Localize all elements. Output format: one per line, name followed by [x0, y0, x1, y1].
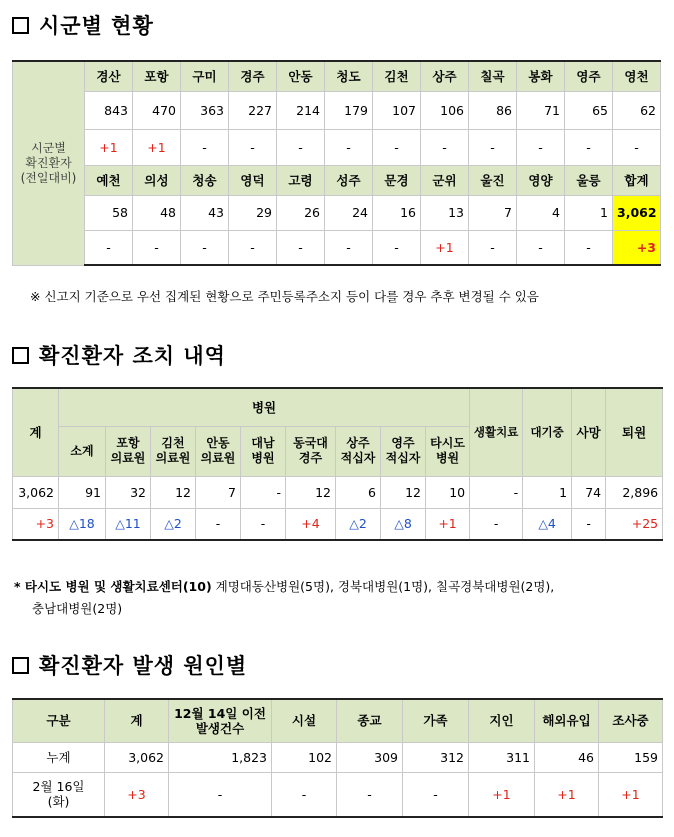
- daily-change-cell: +1: [535, 772, 599, 817]
- treatment-count-cell: 7: [196, 476, 241, 508]
- region-name-cell: 의성: [133, 165, 181, 195]
- section2-note-line2: 충남대병원(2명): [32, 601, 123, 616]
- region-name-cell: 영천: [613, 61, 661, 91]
- region-change-cell: -: [325, 230, 373, 265]
- cause-header-cell: 12월 14일 이전 발생건수: [169, 699, 272, 742]
- treatment-count-cell: 1: [523, 476, 572, 508]
- region-name-cell: 군위: [421, 165, 469, 195]
- region-change-cell: -: [229, 129, 277, 165]
- cause-header-cell: 해외유입: [535, 699, 599, 742]
- region-change-cell: +1: [133, 129, 181, 165]
- treatment-change-cell: -: [572, 508, 606, 540]
- region-count-cell: 1: [565, 195, 613, 230]
- section3-title: [12, 650, 247, 680]
- header-discharge: 퇴원: [606, 388, 663, 476]
- treatment-count-cell: 3,062: [13, 476, 59, 508]
- region-change-cell: -: [229, 230, 277, 265]
- cumulative-count-cell: 312: [403, 742, 469, 772]
- cumulative-count-cell: 1,823: [169, 742, 272, 772]
- cumulative-count-cell: 309: [337, 742, 403, 772]
- region-name-cell: 경주: [229, 61, 277, 91]
- region-count-cell: 71: [517, 91, 565, 129]
- region-name-cell: 고령: [277, 165, 325, 195]
- region-name-cell: 경산: [85, 61, 133, 91]
- checkbox-square-icon: [12, 347, 29, 364]
- region-change-cell: -: [133, 230, 181, 265]
- checkbox-square-icon: [12, 657, 29, 674]
- region-name-cell: 문경: [373, 165, 421, 195]
- region-name-cell: 예천: [85, 165, 133, 195]
- section2-note-bold: * 타시도 병원 및 생활치료센터(10): [14, 579, 212, 594]
- region-change-cell: -: [469, 230, 517, 265]
- infection-cause-table: [12, 698, 663, 818]
- treatment-count-cell: 2,896: [606, 476, 663, 508]
- region-count-cell: 107: [373, 91, 421, 129]
- checkbox-square-icon: [12, 17, 29, 34]
- treatment-change-cell: △11: [106, 508, 151, 540]
- treatment-count-cell: 12: [381, 476, 426, 508]
- region-change-cell: -: [325, 129, 373, 165]
- treatment-change-cell: △8: [381, 508, 426, 540]
- treatment-count-cell: -: [241, 476, 286, 508]
- cause-header-cell: 종교: [337, 699, 403, 742]
- treatment-change-cell: △18: [59, 508, 106, 540]
- cumulative-count-cell: 159: [599, 742, 663, 772]
- region-name-cell: 김천: [373, 61, 421, 91]
- treatment-count-cell: 12: [151, 476, 196, 508]
- region-count-cell: 48: [133, 195, 181, 230]
- region-count-cell: 7: [469, 195, 517, 230]
- region-name-cell: 청도: [325, 61, 373, 91]
- hospital-subheader-cell: 타시도 병원: [426, 426, 470, 476]
- cause-header-cell: 계: [105, 699, 169, 742]
- treatment-change-cell: -: [470, 508, 523, 540]
- hospital-subheader-cell: 영주 적십자: [381, 426, 426, 476]
- cumulative-count-cell: 3,062: [105, 742, 169, 772]
- region-count-cell: 106: [421, 91, 469, 129]
- treatment-count-cell: -: [470, 476, 523, 508]
- region-count-cell: 65: [565, 91, 613, 129]
- region-count-cell: 227: [229, 91, 277, 129]
- treatment-count-cell: 6: [336, 476, 381, 508]
- region-status-table: [12, 60, 661, 266]
- cause-header-cell: 가족: [403, 699, 469, 742]
- daily-change-cell: -: [272, 772, 337, 817]
- row-label-cell: 시군별 확진환자 (전일대비): [13, 61, 85, 265]
- treatment-count-cell: 32: [106, 476, 151, 508]
- daily-change-cell: +3: [105, 772, 169, 817]
- hospital-subheader-cell: 소계: [59, 426, 106, 476]
- region-change-cell: -: [469, 129, 517, 165]
- region-change-cell: +1: [85, 129, 133, 165]
- cause-header-cell: 시설: [272, 699, 337, 742]
- region-change-cell: -: [277, 230, 325, 265]
- region-count-cell: 214: [277, 91, 325, 129]
- region-count-cell: 179: [325, 91, 373, 129]
- section1-title: [12, 10, 154, 40]
- treatment-change-cell: +1: [426, 508, 470, 540]
- region-name-cell: 성주: [325, 165, 373, 195]
- region-count-cell: 470: [133, 91, 181, 129]
- daily-change-cell: -: [337, 772, 403, 817]
- treatment-change-cell: △4: [523, 508, 572, 540]
- region-change-cell: -: [373, 129, 421, 165]
- region-change-cell: -: [565, 230, 613, 265]
- section2-note: [14, 576, 554, 620]
- region-change-cell: -: [277, 129, 325, 165]
- hospital-subheader-cell: 김천 의료원: [151, 426, 196, 476]
- treatment-change-cell: △2: [151, 508, 196, 540]
- treatment-count-cell: 74: [572, 476, 606, 508]
- date-label-cell: 2월 16일 (화): [13, 772, 105, 817]
- treatment-count-cell: 12: [286, 476, 336, 508]
- region-change-cell: -: [565, 129, 613, 165]
- region-change-cell: -: [613, 129, 661, 165]
- region-name-cell: 봉화: [517, 61, 565, 91]
- treatment-change-cell: -: [196, 508, 241, 540]
- treatment-change-cell: +25: [606, 508, 663, 540]
- header-waiting: 대기중: [523, 388, 572, 476]
- hospital-subheader-cell: 대남 병원: [241, 426, 286, 476]
- region-change-cell: -: [517, 230, 565, 265]
- region-count-cell: 29: [229, 195, 277, 230]
- region-name-cell: 구미: [181, 61, 229, 91]
- region-change-cell: -: [85, 230, 133, 265]
- region-change-cell: -: [421, 129, 469, 165]
- treatment-count-cell: 10: [426, 476, 470, 508]
- cumulative-label-cell: 누계: [13, 742, 105, 772]
- region-name-cell: 영양: [517, 165, 565, 195]
- header-living-treatment: 생활치료: [470, 388, 523, 476]
- region-name-cell: 안동: [277, 61, 325, 91]
- region-name-cell: 영덕: [229, 165, 277, 195]
- section1-note: ※ 신고지 기준으로 우선 집계된 현황으로 주민등록주소지 등이 다를 경우 추후 변경될 수 있음: [30, 289, 539, 304]
- hospital-subheader-cell: 안동 의료원: [196, 426, 241, 476]
- region-count-cell: 86: [469, 91, 517, 129]
- daily-change-cell: +1: [599, 772, 663, 817]
- treatment-change-cell: -: [241, 508, 286, 540]
- cumulative-count-cell: 102: [272, 742, 337, 772]
- region-count-cell: 58: [85, 195, 133, 230]
- treatment-count-cell: 91: [59, 476, 106, 508]
- treatment-change-cell: +3: [13, 508, 59, 540]
- hospital-subheader-cell: 상주 적십자: [336, 426, 381, 476]
- total-change-cell: +3: [613, 230, 661, 265]
- region-change-cell: +1: [421, 230, 469, 265]
- section2-title-text: 확진환자 조치 내역: [39, 344, 226, 368]
- hospital-subheader-cell: 동국대 경주: [286, 426, 336, 476]
- region-name-cell: 포항: [133, 61, 181, 91]
- header-death: 사망: [572, 388, 606, 476]
- patient-treatment-table: [12, 387, 663, 541]
- cumulative-count-cell: 311: [469, 742, 535, 772]
- region-count-cell: 13: [421, 195, 469, 230]
- cause-header-cell: 조사중: [599, 699, 663, 742]
- daily-change-cell: +1: [469, 772, 535, 817]
- cumulative-count-cell: 46: [535, 742, 599, 772]
- section2-note-rest: 계명대동산병원(5명), 경북대병원(1명), 칠곡경북대병원(2명),: [211, 579, 555, 594]
- header-total: 계: [13, 388, 59, 476]
- region-name-cell: 상주: [421, 61, 469, 91]
- region-count-cell: 62: [613, 91, 661, 129]
- region-count-cell: 843: [85, 91, 133, 129]
- total-name-cell: 합계: [613, 165, 661, 195]
- region-change-cell: -: [373, 230, 421, 265]
- region-count-cell: 26: [277, 195, 325, 230]
- total-count-cell: 3,062: [613, 195, 661, 230]
- region-name-cell: 칠곡: [469, 61, 517, 91]
- hospital-subheader-cell: 포항 의료원: [106, 426, 151, 476]
- section1-title-text: 시군별 현황: [39, 14, 154, 38]
- region-change-cell: -: [181, 230, 229, 265]
- daily-change-cell: -: [403, 772, 469, 817]
- region-name-cell: 울릉: [565, 165, 613, 195]
- region-change-cell: -: [517, 129, 565, 165]
- region-name-cell: 청송: [181, 165, 229, 195]
- region-count-cell: 43: [181, 195, 229, 230]
- region-name-cell: 영주: [565, 61, 613, 91]
- region-name-cell: 울진: [469, 165, 517, 195]
- section3-title-text: 확진환자 발생 원인별: [39, 654, 248, 678]
- cause-header-cell: 구분: [13, 699, 105, 742]
- region-count-cell: 24: [325, 195, 373, 230]
- region-count-cell: 16: [373, 195, 421, 230]
- treatment-change-cell: △2: [336, 508, 381, 540]
- region-count-cell: 4: [517, 195, 565, 230]
- header-hospital: 병원: [59, 388, 470, 426]
- cause-header-cell: 지인: [469, 699, 535, 742]
- region-count-cell: 363: [181, 91, 229, 129]
- daily-change-cell: -: [169, 772, 272, 817]
- region-change-cell: -: [181, 129, 229, 165]
- section2-title: [12, 340, 226, 370]
- treatment-change-cell: +4: [286, 508, 336, 540]
